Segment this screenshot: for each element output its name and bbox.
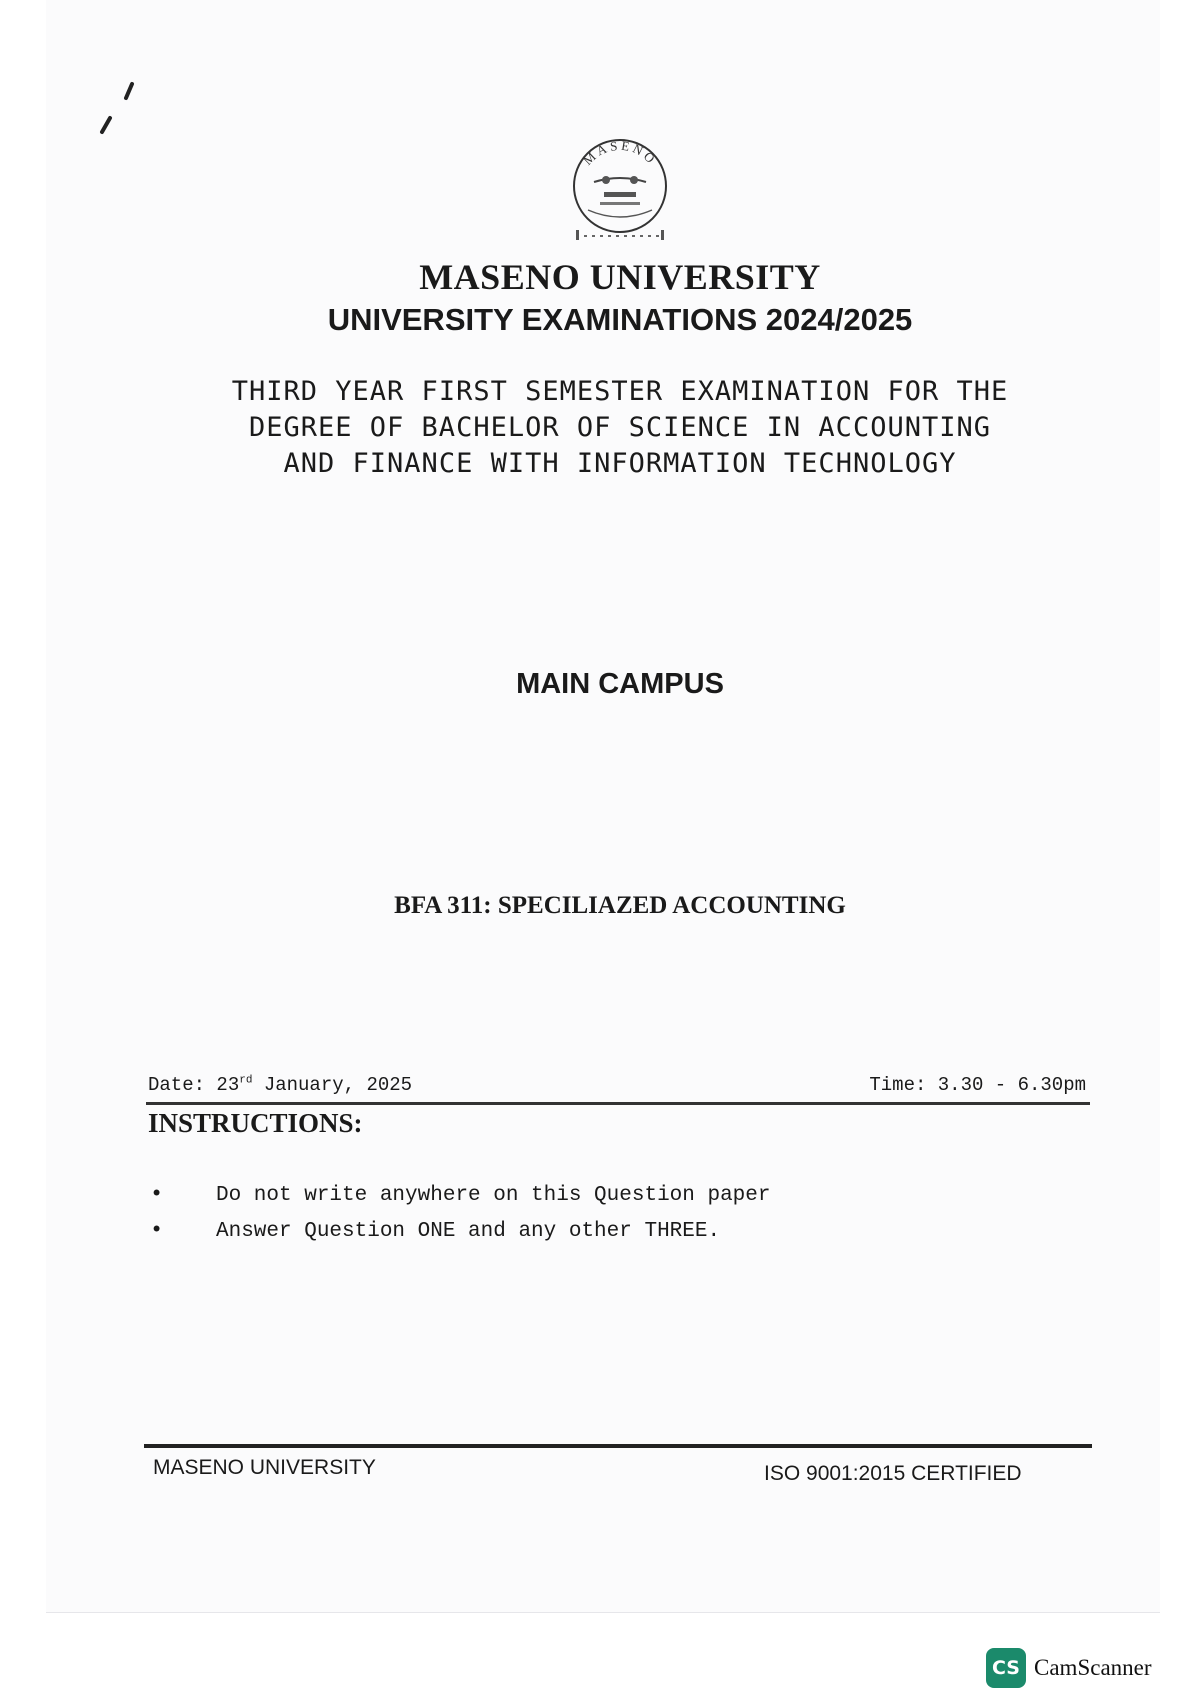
instruction-text: Answer Question ONE and any other THREE. (216, 1220, 721, 1243)
footer-iso-certification: ISO 9001:2015 CERTIFIED (764, 1462, 1022, 1485)
pen-stroke-mark (96, 80, 146, 140)
university-name-heading: MASENO UNIVERSITY (419, 257, 821, 297)
exam-date-time-row (148, 1074, 1088, 1104)
bullet-icon: • (150, 1218, 164, 1243)
exam-date (148, 1074, 412, 1096)
footer-university-name: MASENO UNIVERSITY (153, 1456, 376, 1479)
camscanner-watermark (986, 1648, 1152, 1688)
camscanner-brand-text: CamScanner (1034, 1655, 1152, 1680)
exam-date-suffix: January, 2025 (252, 1074, 413, 1096)
exam-time: Time: 3.30 - 6.30pm (869, 1074, 1086, 1096)
instruction-text: Do not write anywhere on this Question paper (216, 1184, 771, 1207)
degree-line-2: DEGREE OF BACHELOR OF SCIENCE IN ACCOUNTING (249, 412, 991, 443)
instruction-item (148, 1184, 771, 1220)
instructions-heading: INSTRUCTIONS: (148, 1108, 363, 1138)
course-title: BFA 311: SPECILIAZED ACCOUNTING (394, 892, 846, 919)
bullet-icon: • (150, 1182, 164, 1207)
degree-line-1: THIRD YEAR FIRST SEMESTER EXAMINATION FOR THE (231, 376, 1009, 407)
instructions-divider (146, 1102, 1090, 1105)
exam-date-superscript: rd (239, 1074, 253, 1087)
footer-divider (144, 1444, 1092, 1448)
instructions-list (148, 1184, 771, 1256)
degree-description (150, 374, 1090, 482)
exam-series-heading: UNIVERSITY EXAMINATIONS 2024/2025 (327, 302, 913, 337)
svg-text:MASENO: MASENO (579, 137, 661, 168)
university-seal-logo (560, 128, 680, 248)
camscanner-logo-icon: CS (986, 1648, 1026, 1688)
degree-line-3: AND FINANCE WITH INFORMATION TECHNOLOGY (283, 448, 957, 479)
instruction-item (148, 1220, 771, 1256)
exam-date-prefix: Date: 23 (148, 1074, 240, 1096)
campus-heading: MAIN CAMPUS (516, 668, 724, 700)
